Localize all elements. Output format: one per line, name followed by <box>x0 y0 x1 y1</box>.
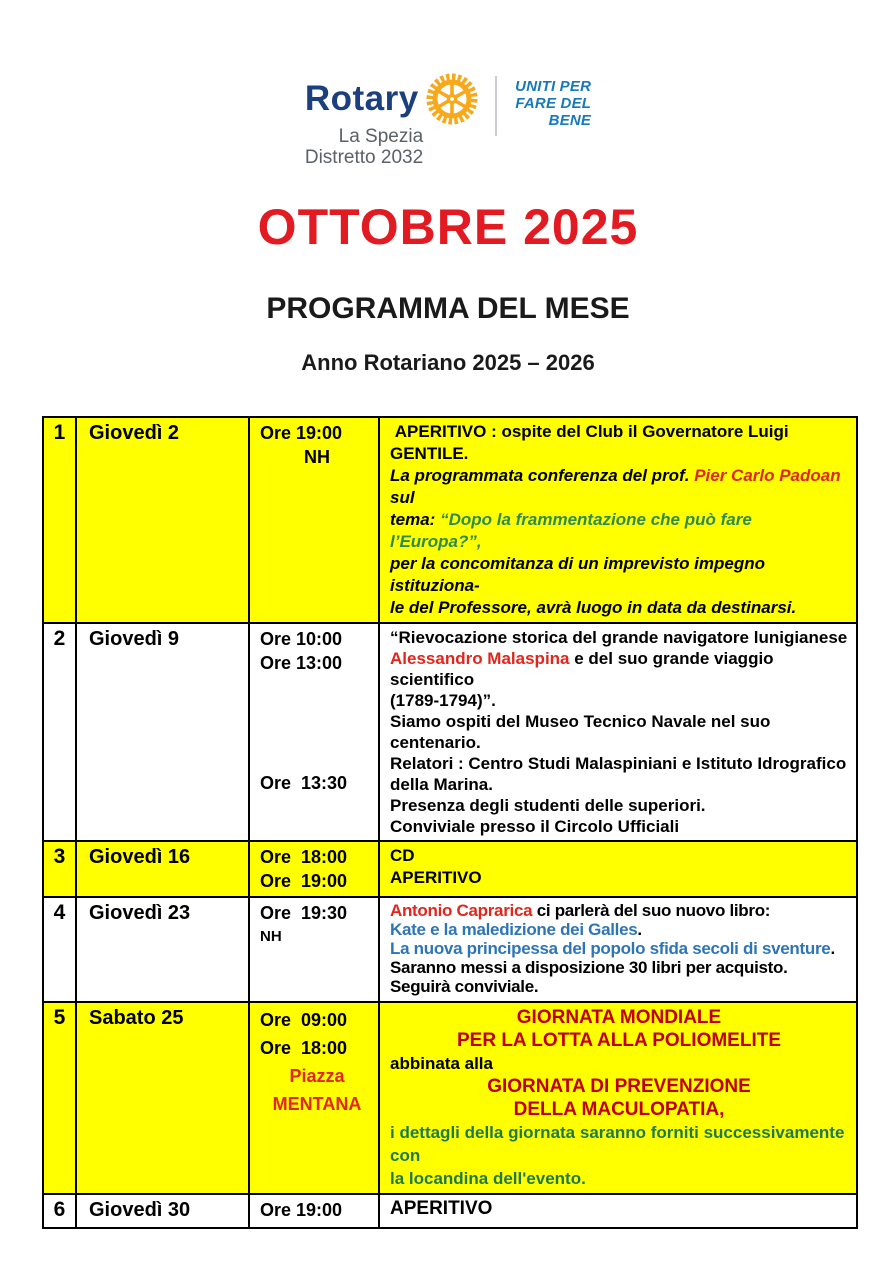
description-cell: APERITIVO <box>379 1194 857 1228</box>
time-cell: Ore 18:00 Ore 19:00 <box>249 841 379 897</box>
table-row <box>43 623 857 841</box>
day-cell: Giovedì 9 <box>76 623 249 841</box>
day-cell: Giovedì 23 <box>76 897 249 1002</box>
rotary-wordmark: Rotary <box>304 79 419 118</box>
day-cell: Giovedì 30 <box>76 1194 249 1228</box>
table-row <box>43 1194 857 1228</box>
description-cell: “Rievocazione storica del grande navigatore lunigianese Alessandro Malaspina e del suo grande viaggio scientifico (1789-1794)”. Siamo ospiti del Museo Tecnico Navale nel suo centenario. Relatori : Centro Studi Malaspiniani e Istituto Idrografico della Marina. Presenza degli studenti delle superiori. Conviviale presso il Circolo Ufficiali <box>379 623 857 841</box>
tagline-line-2: FARE DEL <box>515 95 592 112</box>
rotary-club-name: La Spezia <box>338 126 424 147</box>
row-number-cell: 1 <box>43 417 76 623</box>
program-table <box>42 416 858 1229</box>
day-cell: Sabato 25 <box>76 1002 249 1194</box>
month-title: OTTOBRE 2025 <box>257 199 639 255</box>
tagline-line-3: BENE <box>548 112 592 129</box>
time-cell: Ore 09:00 Ore 18:00 Piazza MENTANA <box>249 1002 379 1194</box>
rotary-tagline <box>515 78 591 129</box>
day-cell: Giovedì 2 <box>76 417 249 623</box>
tagline-line-1: UNITI PER <box>515 78 592 95</box>
program-title: PROGRAMMA DEL MESE <box>266 292 630 325</box>
row-number-cell: 5 <box>43 1002 76 1194</box>
rotary-wordmark-row <box>305 72 481 126</box>
table-row <box>43 1002 857 1194</box>
description-cell: GIORNATA MONDIALE PER LA LOTTA ALLA POLIOMELITE abbinata alla GIORNATA DI PREVENZIONE DELLA MACULOPATIA, i dettagli della giornata saranno forniti successivamente con la locandina dell'evento. <box>379 1002 857 1194</box>
table-row <box>43 841 857 897</box>
description-cell: Antonio Caprarica ci parlerà del suo nuovo libro: Kate e la maledizione dei Galles. La nuova principessa del popolo sfida secoli di sventure. Saranno messi a disposizione 30 libri per acquisto. Seguirà conviviale. <box>379 897 857 1002</box>
row-number-cell: 4 <box>43 897 76 1002</box>
rotary-logo-left <box>305 72 481 168</box>
rotary-wheel-icon <box>425 72 479 126</box>
year-subtitle: Anno Rotariano 2025 – 2026 <box>301 350 595 375</box>
day-cell: Giovedì 16 <box>76 841 249 897</box>
time-cell: Ore 19:00 NH <box>249 417 379 623</box>
row-number-cell: 6 <box>43 1194 76 1228</box>
rotary-district: Distretto 2032 <box>304 147 424 168</box>
time-cell: Ore 19:30 NH <box>249 897 379 1002</box>
row-number-cell: 3 <box>43 841 76 897</box>
time-cell: Ore 10:00 Ore 13:00 Ore 13:30 <box>249 623 379 841</box>
table-row <box>43 897 857 1002</box>
description-cell: CD APERITIVO <box>379 841 857 897</box>
table-row <box>43 417 857 623</box>
time-cell: Ore 19:00 <box>249 1194 379 1228</box>
rotary-logo <box>0 0 896 168</box>
row-number-cell: 2 <box>43 623 76 841</box>
logo-divider <box>495 76 497 136</box>
description-cell: APERITIVO : ospite del Club il Governatore Luigi GENTILE. La programmata conferenza del prof. Pier Carlo Padoan sul tema: “Dopo la frammentazione che può fare l’Europa?”, per la concomitanza di un imprevisto impegno istituziona- le del Professore, avrà luogo in data da destinarsi. <box>379 417 857 623</box>
